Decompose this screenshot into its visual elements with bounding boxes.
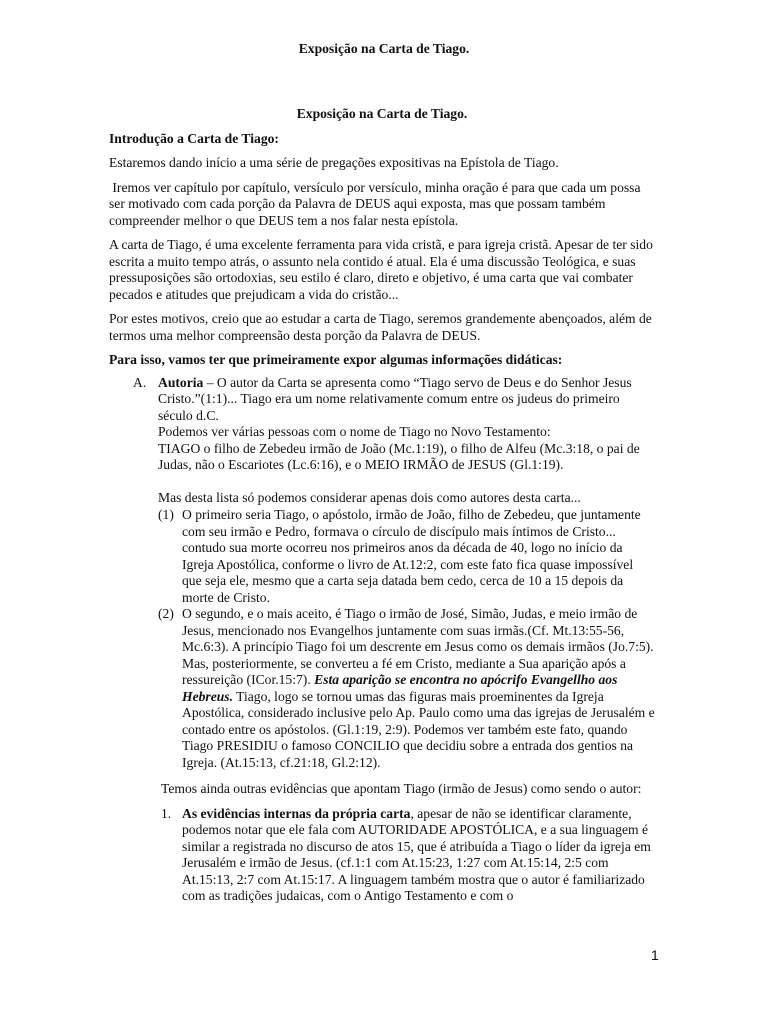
blank-line xyxy=(158,474,655,490)
page-number: 1 xyxy=(651,947,659,963)
list-marker-a: A. xyxy=(133,374,147,390)
list-item-candidate-1 xyxy=(158,507,655,606)
list-marker-2: (2) xyxy=(158,606,174,621)
paragraph-2: Iremos ver capítulo por capítulo, versículo por versículo, minha oração é para que cada um possa ser motivado com cada porção da Palavra de DEUS aqui exposta, mas que possam também compreender melhor o que DEUS tem a nos falar nesta epístola. xyxy=(109,179,644,228)
running-header: Exposição na Carta de Tiago. xyxy=(298,41,470,56)
list-marker-numeric-1: 1. xyxy=(161,805,172,821)
internal-evidence-text: , apesar de não se identificar claramente, podemos notar que ele fala com AUTORIDADE APOSTÓLICA, e a sua linguagem é similar a registrada no discurso de atos 15, que é atribuída a Tiago o líder da igreja em Jerusalém e irmão de Jesus. (cf.1:1 com At.15:23, 1:27 com At.15:14, 2:5 com At.15:13, 2:7 com At.15:17. A linguagem também mostra que o autor é familiarizado com as tradições judaicas, com o Antigo Testamento e com o xyxy=(182,805,651,903)
document-title: Exposição na Carta de Tiago. xyxy=(296,106,468,121)
candidate-2-text-b: Tiago, logo se tornou umas das figuras mais proeminentes da Igreja Apostólica, considerado inclusive pelo Ap. Paulo como uma das igrejas de Jerusalém e contado entre os apóstolos. (Gl.1:19, 2:9). Podemos ver também este fato, quando Tiago PRESIDIU o famoso CONCILIO que decidiu sobre a entrada dos gentios na Igreja. (At.15:13, cf.21:18, Gl.2:12). xyxy=(182,688,655,770)
tiago-names-list: TIAGO o filho de Zebedeu irmão de João (Mc.1:19), o filho de Alfeu (Mc.3:18, o pai de Judas, não o Escariotes (Lc.6:16), e o MEIO IRMÃO de JESUS (Gl.1:19). xyxy=(158,440,640,472)
document-body xyxy=(109,106,655,905)
candidates-list xyxy=(158,507,655,771)
list-marker-1: (1) xyxy=(158,507,174,522)
candidates-intro: Mas desta lista só podemos considerar apenas dois como autores desta carta... xyxy=(158,489,581,505)
didactic-heading: Para isso, vamos ter que primeiramente expor algumas informações didáticas: xyxy=(109,352,563,367)
candidate-2-text-a: O segundo, e o mais aceito, é Tiago o irmão de José, Simão, Judas, e meio irmão de Jesus, mencionado nos Evangelhos juntamente com suas irmãs.(Cf. Mt.13:55-56, Mc.6:3). A princípio Tiago foi um descrente em Jesus como os demais irmãos (Jo.7:5). Mas, posteriormente, se converteu a fé em Cristo, mediante a Sua aparição após a ressureição (ICor.15:7). xyxy=(182,606,654,687)
candidate-2-emphasis: Esta aparição se encontra no apócrifo Evangellho aos Hebreus. xyxy=(182,672,618,704)
evidence-intro: Temos ainda outras evidências que apontam Tiago (irmão de Jesus) como sendo o autor: xyxy=(161,781,642,796)
internal-evidence-term: As evidências internas da própria carta xyxy=(182,805,411,821)
candidate-1-text: O primeiro seria Tiago, o apóstolo, irmão de João, filho de Zebedeu, que juntamente com seu irmão e Pedro, formava o círculo de discípulo mais íntimos de Cristo... contudo sua morte ocorreu nos primeiros anos da década de 40, logo no início da Igreja Apostólica, conforme o livro de At.12:2, com este fato fica quase impossível que seja ele, mesmo que a carta seja datada bem cedo, cerca de 10 a 15 depois da morte de Cristo. xyxy=(182,507,641,605)
list-item-authorship xyxy=(109,375,655,772)
authorship-text: – O autor da Carta se apresenta como “Tiago servo de Deus e do Senhor Jesus Cristo.”(1:1)... Tiago era um nome relativamente comum entre os judeus do primeiro século d.C. xyxy=(158,374,632,423)
authorship-paragraph xyxy=(158,375,655,425)
paragraph-1: Estaremos dando início a uma série de pregações expositivas na Epístola de Tiago. xyxy=(109,155,559,170)
authorship-term: Autoria xyxy=(158,374,204,390)
internal-evidence-paragraph xyxy=(182,806,658,905)
tiago-names-intro: Podemos ver várias pessoas com o nome de Tiago no Novo Testamento: xyxy=(158,424,551,439)
paragraph-3: A carta de Tiago, é uma excelente ferramenta para vida cristã, e para igreja cristã. Apesar de ter sido escrita a muito tempo atrás, o assunto nela contido é atual. Ela é uma discussão Teológica, e suas pressuposições são ortodoxias, seu estilo é claro, direto e objetivo, é uma carta que vai combater pecados e atitudes que prejudicam a vida do cristão... xyxy=(109,237,653,302)
list-item-candidate-2 xyxy=(158,606,655,771)
list-item-internal-evidence xyxy=(109,806,655,905)
intro-heading: Introdução a Carta de Tiago: xyxy=(109,130,279,146)
paragraph-4: Por estes motivos, creio que ao estudar a carta de Tiago, seremos grandemente abençoados, além de termos uma melhor compreensão desta porção da Palavra de DEUS. xyxy=(109,311,652,343)
